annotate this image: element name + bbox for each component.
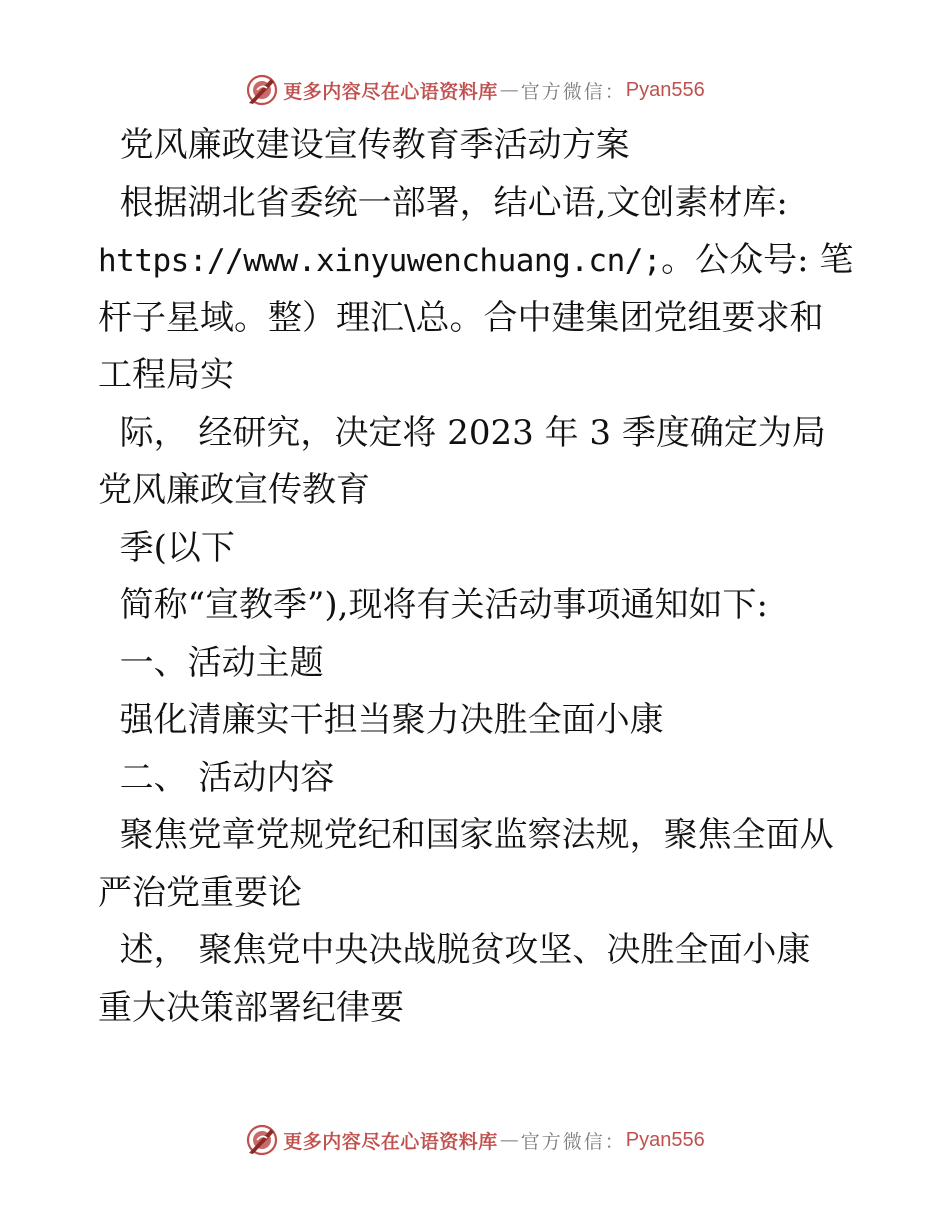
section-1-text (98, 692, 858, 750)
section-2-line-3 (98, 922, 858, 980)
watermark-main-text: 更多内容尽在心语资料库 (283, 80, 498, 103)
intro-line-2-rest: 。公众号: 笔 (661, 240, 854, 280)
quill-seal-icon (245, 1123, 279, 1157)
section-1-heading (98, 635, 858, 693)
watermark-separator: — (499, 1129, 519, 1151)
section-1-heading-text: 一、活动主题 (119, 642, 324, 683)
watermark-main-text: 更多内容尽在心语资料库 (283, 1130, 498, 1153)
watermark-wechat-id: Pyan556 (625, 78, 705, 101)
watermark-separator: — (499, 79, 519, 101)
paragraph-2-line-2: 党风廉政宣传教育 (98, 470, 370, 510)
intro-line-3: 杆子星域。整）理汇\总。合中建集团党组要求和 (98, 297, 824, 338)
paragraph-4-line-1-text: 简称“宣教季”),现将有关活动事项通知如下: (119, 585, 768, 625)
document-title-text: 党风廉政建设宣传教育季活动方案 (119, 125, 630, 165)
section-2-heading-text: 二、 活动内容 (119, 757, 335, 798)
source-url: https://www.xinyuwenchuang.cn/; (98, 243, 662, 279)
section-2-line-2: 严治党重要论 (98, 872, 302, 913)
section-2-heading (98, 750, 858, 808)
paragraph-4-line-1 (98, 577, 858, 635)
section-2-line-1-text: 聚焦党章党规党纪和国家监察法规，聚焦全面从 (119, 815, 834, 855)
section-1-text-content: 强化清廉实干担当聚力决胜全面小康 (119, 700, 664, 740)
section-2-line-1 (98, 807, 858, 865)
watermark-wechat-id: Pyan556 (625, 1128, 705, 1151)
header-watermark (0, 70, 950, 110)
document-title (98, 117, 858, 175)
section-2-line-3-text: 述， 聚焦党中央决战脱贫攻坚、决胜全面小康 (119, 930, 811, 970)
paragraph-3-line-1-text: 季(以下 (119, 527, 235, 568)
intro-line-2 (98, 232, 858, 290)
section-2-line-4: 重大决策部署纪律要 (98, 987, 404, 1028)
paragraph-2-line-1 (98, 405, 858, 463)
intro-line-1-text: 根据湖北省委统一部署，结心语,文创素材库: (119, 182, 788, 223)
watermark-wechat-label: 官方微信： (520, 1130, 626, 1153)
intro-line-4: 工程局实 (98, 355, 234, 395)
intro-line-1 (98, 175, 858, 233)
quill-seal-icon (245, 73, 279, 107)
footer-watermark (0, 1120, 950, 1160)
paragraph-2-line-1-text: 际， 经研究，决定将 2023 年 3 季度确定为局 (119, 412, 826, 453)
document-body (98, 117, 858, 1037)
watermark-wechat-label: 官方微信： (520, 80, 626, 103)
paragraph-3-line-1 (98, 520, 858, 578)
